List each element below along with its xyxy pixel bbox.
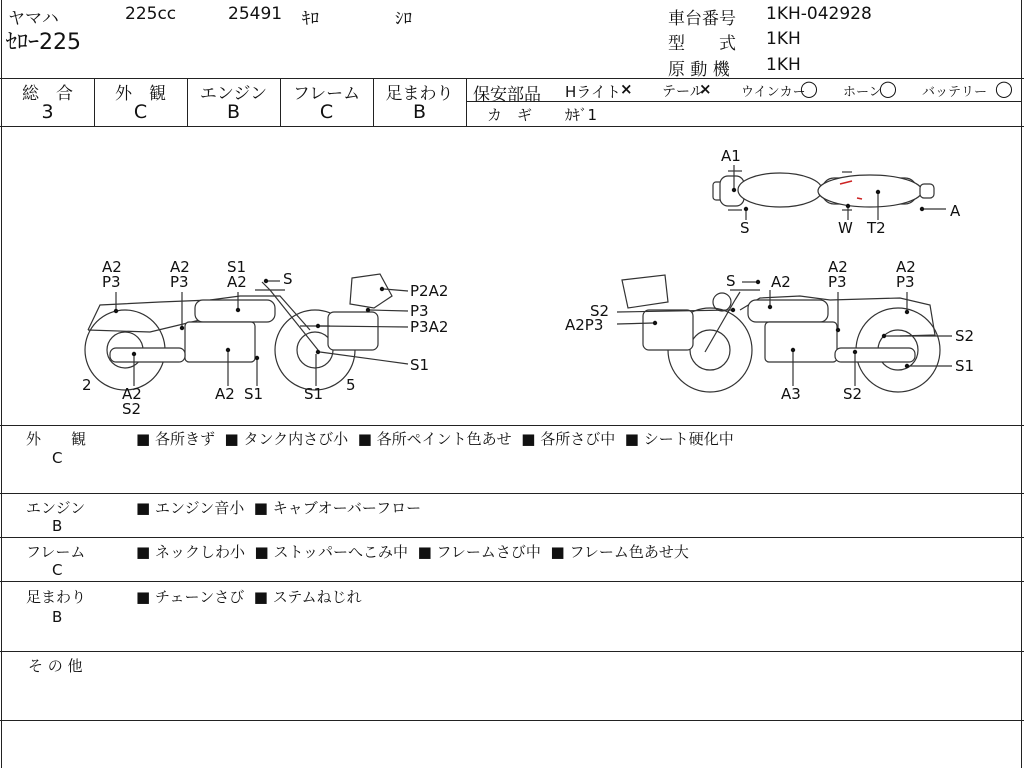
battery-mark: ◯ — [995, 79, 1013, 98]
left-label-s1-4: S1 — [304, 385, 324, 403]
motorcycle-right-view — [565, 258, 974, 403]
overall-label: 総 合 — [22, 84, 73, 104]
remark-items: ■ ネックしわ小 ■ ストッパーへこみ中 ■ フレームさび中 ■ フレーム色あせ大 — [136, 543, 689, 561]
right-label-a2-3: A2 — [896, 258, 916, 276]
type-value: 1KH — [766, 29, 801, 49]
top-label-w: W — [838, 219, 853, 237]
engine-label: エンジン — [199, 84, 268, 104]
mileage-unit: ｷﾛ — [302, 9, 319, 29]
taillight-label: テール — [662, 84, 704, 100]
remark-items: ■ チェーンさび ■ ステムねじれ — [136, 588, 362, 606]
remark-divider-4 — [0, 651, 1024, 652]
left-label-s2: S2 — [122, 400, 142, 418]
winker-mark: ◯ — [800, 79, 818, 98]
remark-grade: B — [52, 517, 63, 535]
remark-grade: C — [52, 561, 63, 579]
right-label-s2-1: S2 — [590, 302, 610, 320]
top-label-a: A — [950, 202, 961, 220]
remark-label: エンジン — [26, 499, 86, 517]
damage-diagram — [0, 127, 1024, 425]
frame-score: C — [319, 101, 334, 123]
key-value: ｶｷﾞ1 — [565, 106, 598, 124]
left-label-p3-2: P3 — [170, 273, 189, 291]
overall-score: 3 — [41, 101, 54, 123]
left-label-p3a2: P3A2 — [410, 318, 449, 336]
suspension-label: 足まわり — [385, 84, 454, 104]
score-col-divider-5 — [466, 78, 467, 126]
headlight-label: Hライト — [565, 83, 621, 101]
engine-score: B — [226, 101, 241, 123]
left-label-2: 2 — [82, 376, 92, 394]
remark-grade: B — [52, 608, 63, 626]
engine-model: 1KH — [766, 55, 801, 75]
frame-number: 1KH-042928 — [766, 4, 872, 24]
safety-parts-label: 保安部品 — [473, 85, 541, 105]
remark-items: ■ 各所きず ■ タンク内さび小 ■ 各所ペイント色あせ ■ 各所さび中 ■ シート硬化中 — [136, 430, 734, 448]
remark-divider-5 — [0, 720, 1024, 721]
color: ｼﾛ — [395, 9, 412, 29]
maker-name: ヤマハ — [8, 9, 59, 29]
frame-label: フレーム — [292, 84, 361, 104]
top-label-a1: A1 — [721, 147, 741, 165]
left-label-a2-3: A2 — [227, 273, 247, 291]
right-label-a2-1: A2 — [771, 273, 791, 291]
right-label-s: S — [726, 272, 736, 290]
engine-model-label: 原 動 機 — [668, 60, 730, 80]
exterior-label: 外 観 — [115, 84, 166, 104]
left-label-p2a2: P2A2 — [410, 282, 449, 300]
left-label-5: 5 — [346, 376, 356, 394]
model-name: ｾﾛｰ225 — [6, 30, 81, 55]
exterior-score: C — [133, 101, 148, 123]
remark-grade: C — [52, 449, 63, 467]
motorcycle-top-view — [713, 147, 961, 237]
horn-mark: ◯ — [879, 79, 897, 98]
frame-number-label: 車台番号 — [668, 9, 736, 29]
top-label-t2: T2 — [867, 219, 886, 237]
right-label-a3: A3 — [781, 385, 801, 403]
right-label-p3-1: P3 — [828, 273, 847, 291]
winker-label: ウインカー — [741, 85, 806, 100]
right-label-a2-2: A2 — [828, 258, 848, 276]
key-label: カ ギ — [487, 106, 533, 124]
safety-divider — [466, 101, 1022, 102]
left-label-a2-4: A2 — [122, 385, 142, 403]
remark-divider-3 — [0, 581, 1024, 582]
remark-label: フレーム — [26, 543, 86, 561]
remark-items: ■ エンジン音小 ■ キャブオーバーフロー — [136, 499, 422, 517]
left-label-s1-2: S1 — [410, 356, 430, 374]
remark-label: そ の 他 — [28, 657, 83, 675]
motorcycle-left-view — [82, 258, 448, 418]
taillight-mark: × — [699, 80, 712, 98]
remark-label: 足まわり — [26, 588, 87, 606]
right-label-s2-2: S2 — [955, 327, 975, 345]
remark-divider-1 — [0, 493, 1024, 494]
headlight-mark: × — [620, 80, 633, 98]
remark-label: 外 観 — [26, 430, 87, 448]
right-label-s1: S1 — [955, 357, 975, 375]
left-label-s1-1: S1 — [227, 258, 247, 276]
top-label-s: S — [740, 219, 750, 237]
left-label-a2-1: A2 — [102, 258, 122, 276]
left-label-s: S — [283, 270, 293, 288]
right-label-s2-3: S2 — [843, 385, 863, 403]
mileage: 25491 — [228, 4, 283, 24]
right-label-p3-2: P3 — [896, 273, 915, 291]
diagram-divider — [0, 425, 1024, 426]
displacement: 225cc — [125, 4, 177, 24]
left-label-p3-1: P3 — [102, 273, 121, 291]
remark-divider-2 — [0, 537, 1024, 538]
right-label-a2p3: A2P3 — [565, 316, 604, 334]
left-label-p3: P3 — [410, 302, 429, 320]
battery-label: バッテリー — [922, 85, 988, 100]
left-label-a2-2: A2 — [170, 258, 190, 276]
horn-label: ホーン — [843, 85, 882, 100]
left-label-s1-3: S1 — [244, 385, 264, 403]
type-label: 型 式 — [668, 34, 736, 54]
left-label-a2-5: A2 — [215, 385, 235, 403]
suspension-score: B — [412, 101, 427, 123]
